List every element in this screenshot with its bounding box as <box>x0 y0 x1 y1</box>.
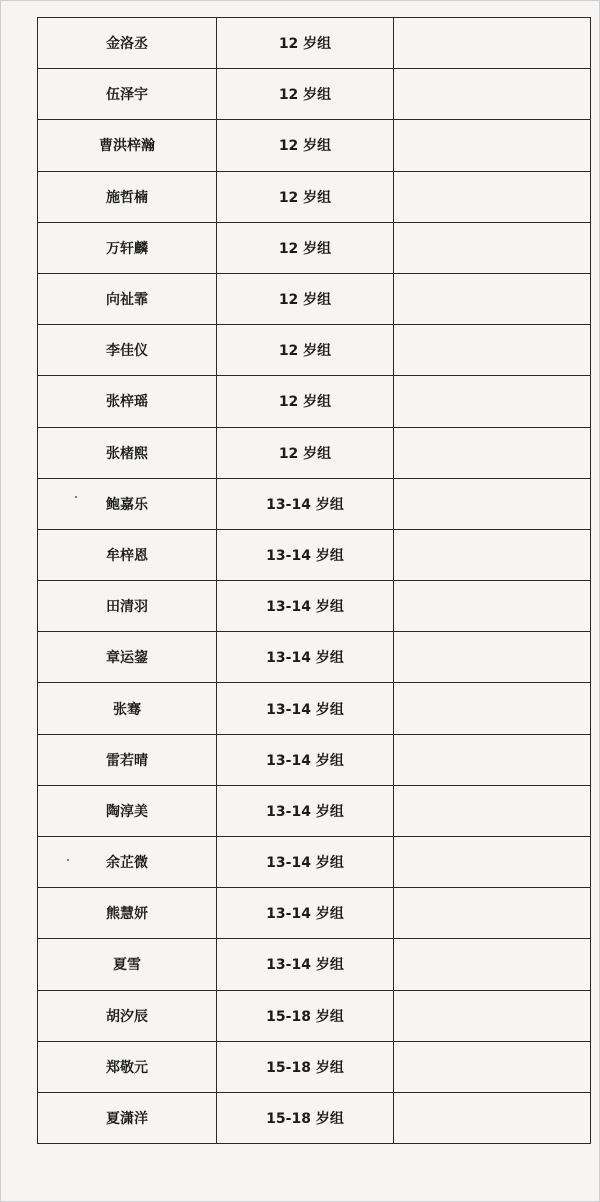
student-name-cell: 施哲楠 <box>38 171 217 222</box>
table-row <box>38 837 591 888</box>
blank-cell <box>394 888 591 939</box>
blank-cell <box>394 18 591 69</box>
blank-cell <box>394 478 591 529</box>
table-row <box>38 18 591 69</box>
table-row <box>38 376 591 427</box>
blank-cell <box>394 1041 591 1092</box>
table-row <box>38 1092 591 1143</box>
blank-cell <box>394 581 591 632</box>
blank-cell <box>394 990 591 1041</box>
blank-cell <box>394 529 591 580</box>
student-name-cell: 章运鋆 <box>38 632 217 683</box>
student-name-cell: 雷若晴 <box>38 734 217 785</box>
age-group-cell: 12 岁组 <box>217 376 394 427</box>
age-group-cell: 13-14 岁组 <box>217 529 394 580</box>
table-row <box>38 120 591 171</box>
table-row <box>38 939 591 990</box>
table-row <box>38 171 591 222</box>
roster-table <box>37 17 591 1144</box>
table-row <box>38 888 591 939</box>
blank-cell <box>394 1092 591 1143</box>
student-name-cell: 张楮熙 <box>38 427 217 478</box>
blank-cell <box>394 632 591 683</box>
table-row <box>38 478 591 529</box>
blank-cell <box>394 325 591 376</box>
student-name-cell: 余芷微 <box>38 837 217 888</box>
blank-cell <box>394 120 591 171</box>
table-row <box>38 325 591 376</box>
blank-cell <box>394 785 591 836</box>
blank-cell <box>394 837 591 888</box>
table-row <box>38 273 591 324</box>
table-row <box>38 222 591 273</box>
age-group-cell: 12 岁组 <box>217 325 394 376</box>
student-name-cell: 田清羽 <box>38 581 217 632</box>
blank-cell <box>394 171 591 222</box>
age-group-cell: 15-18 岁组 <box>217 990 394 1041</box>
age-group-cell: 12 岁组 <box>217 273 394 324</box>
table-row <box>38 785 591 836</box>
age-group-cell: 13-14 岁组 <box>217 734 394 785</box>
blank-cell <box>394 273 591 324</box>
table-row <box>38 683 591 734</box>
age-group-cell: 13-14 岁组 <box>217 683 394 734</box>
student-name-cell: 李佳仪 <box>38 325 217 376</box>
student-name-cell: 熊慧妍 <box>38 888 217 939</box>
scan-speck <box>67 859 69 861</box>
table-row <box>38 529 591 580</box>
age-group-cell: 13-14 岁组 <box>217 837 394 888</box>
age-group-cell: 13-14 岁组 <box>217 478 394 529</box>
table-row <box>38 734 591 785</box>
scan-speck <box>75 496 77 498</box>
age-group-cell: 12 岁组 <box>217 427 394 478</box>
student-name-cell: 胡汐辰 <box>38 990 217 1041</box>
student-name-cell: 陶淳美 <box>38 785 217 836</box>
age-group-cell: 15-18 岁组 <box>217 1092 394 1143</box>
blank-cell <box>394 939 591 990</box>
table-row <box>38 632 591 683</box>
student-name-cell: 金洛丞 <box>38 18 217 69</box>
blank-cell <box>394 69 591 120</box>
student-name-cell: 鲍嘉乐 <box>38 478 217 529</box>
age-group-cell: 13-14 岁组 <box>217 632 394 683</box>
student-name-cell: 张骞 <box>38 683 217 734</box>
age-group-cell: 13-14 岁组 <box>217 785 394 836</box>
age-group-cell: 13-14 岁组 <box>217 581 394 632</box>
age-group-cell: 13-14 岁组 <box>217 939 394 990</box>
age-group-cell: 12 岁组 <box>217 18 394 69</box>
roster-body <box>38 18 591 1144</box>
blank-cell <box>394 376 591 427</box>
table-row <box>38 1041 591 1092</box>
age-group-cell: 13-14 岁组 <box>217 888 394 939</box>
student-name-cell: 曹洪梓瀚 <box>38 120 217 171</box>
age-group-cell: 12 岁组 <box>217 120 394 171</box>
student-name-cell: 向祉霏 <box>38 273 217 324</box>
table-row <box>38 990 591 1041</box>
student-name-cell: 张梓瑶 <box>38 376 217 427</box>
student-name-cell: 伍泽宇 <box>38 69 217 120</box>
student-name-cell: 牟梓恩 <box>38 529 217 580</box>
age-group-cell: 15-18 岁组 <box>217 1041 394 1092</box>
blank-cell <box>394 427 591 478</box>
student-name-cell: 万轩麟 <box>38 222 217 273</box>
age-group-cell: 12 岁组 <box>217 69 394 120</box>
age-group-cell: 12 岁组 <box>217 222 394 273</box>
table-row <box>38 427 591 478</box>
blank-cell <box>394 222 591 273</box>
age-group-cell: 12 岁组 <box>217 171 394 222</box>
student-name-cell: 夏雪 <box>38 939 217 990</box>
student-name-cell: 夏潇洋 <box>38 1092 217 1143</box>
blank-cell <box>394 683 591 734</box>
table-row <box>38 581 591 632</box>
table-row <box>38 69 591 120</box>
student-name-cell: 郑敬元 <box>38 1041 217 1092</box>
blank-cell <box>394 734 591 785</box>
